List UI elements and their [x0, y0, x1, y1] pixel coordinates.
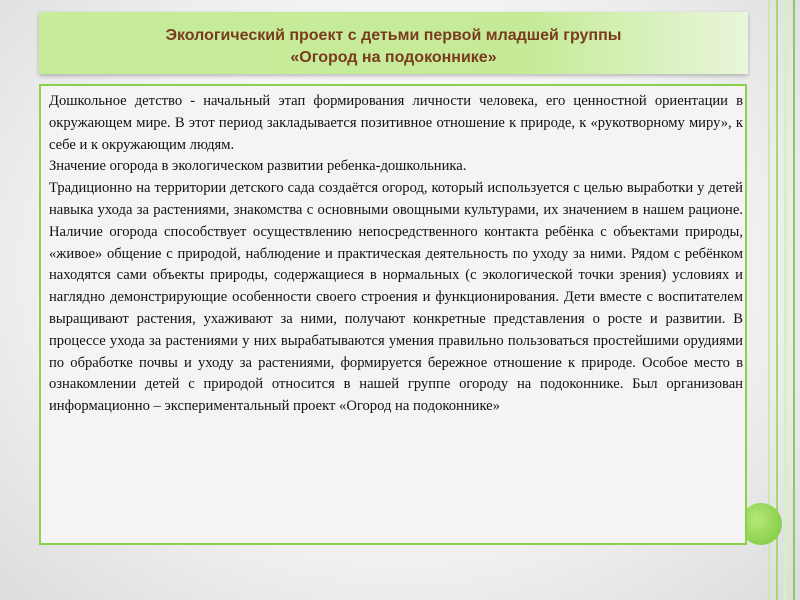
content-box — [39, 84, 747, 545]
body-text — [49, 91, 743, 418]
slide-title-bar — [39, 12, 748, 74]
paragraph-intro: Дошкольное детство - начальный этап формирования личности человека, его ценностной ориентации в окружающем мире. В этот период закладывается позитивное отношение к природе, к «рукотворному миру», к себе и к окружающим людям. — [49, 93, 743, 153]
slide-title-line1: Экологический проект с детьми первой младшей группы — [165, 27, 622, 44]
slide-title-line2: «Огород на подоконнике» — [290, 49, 497, 66]
paragraph-heading: Значение огорода в экологическом развитии ребенка-дошкольника. — [49, 158, 467, 175]
paragraph-main: Традиционно на территории детского сада создаётся огород, который используется с целью выработки у детей навыка ухода за растениями, знакомства с основными овощными культурами, их значением в нашем рационе. Наличие огорода способствует осуществлению непосредственного контакта ребёнка с объектами природы, «живое» общение с природой, наблюдение и практическая деятельность по уходу за ними. Рядом с ребёнком находятся сами объекты природы, содержащиеся в нормальных (с экологической точки зрения) условиях и наглядно демонстрирующие особенности своего строения и функционирования. Дети вместе с воспитателем выращивают растения, ухаживают за ними, получают конкретные представления о росте и развитии. В процессе ухода за растениями у них вырабатываются умения правильно пользоваться простейшими орудиями по обработке почвы и уходу за растениями, формируется бережное отношение к природе. Особое место в ознакомлении детей с природой относится в нашей группе огороду на подоконнике. Был организован информационно – экспериментальный проект «Огород на подоконнике» — [49, 180, 743, 415]
